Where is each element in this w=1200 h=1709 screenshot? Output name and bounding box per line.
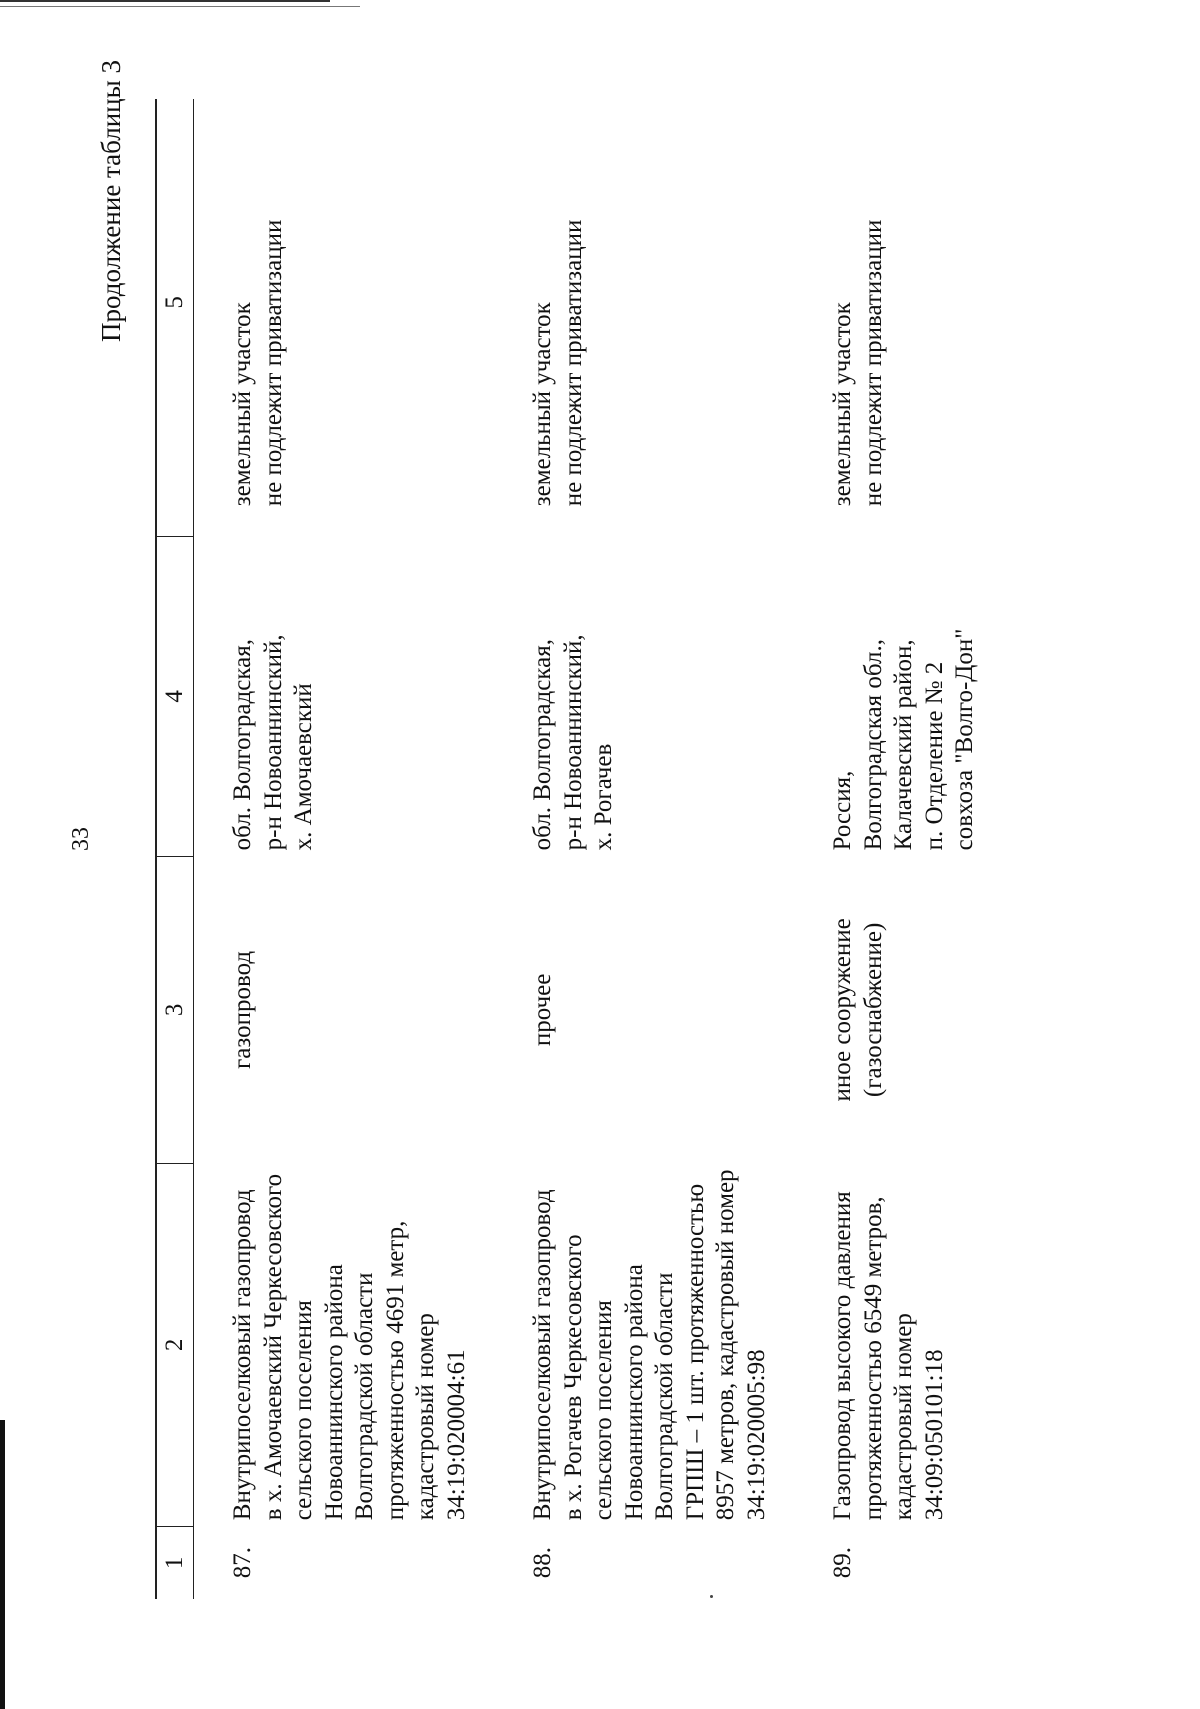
column-header-4: 4 — [156, 536, 194, 856]
table-header-row — [156, 99, 194, 1599]
object-name-cell-line: кадастровый номер — [412, 1313, 439, 1521]
object-name-cell-line: ГРПШ – 1 шт. протяженностью — [681, 1183, 709, 1521]
note-cell-line: не подлежит приватизации — [259, 219, 287, 507]
object-name-cell-line: протяженностью 6549 метров, — [859, 1196, 887, 1521]
note-cell-line: земельный участок — [529, 302, 556, 507]
object-name-cell-line: 34:19:020005:98 — [742, 1349, 770, 1521]
object-type-cell-line: прочее — [529, 973, 556, 1047]
object-name-cell-line: кадастровый номер — [890, 1313, 917, 1521]
note-cell-line: земельный участок — [229, 302, 256, 507]
address-cell-line: Калачевский район, — [890, 639, 917, 851]
address-cell-line: Россия, — [829, 770, 856, 851]
object-name-cell-line: Внутрипоселковый газопровод — [529, 1189, 556, 1521]
object-name-cell-line: протяженностью 4691 метр, — [381, 1220, 409, 1521]
row-number: 87. — [229, 1546, 256, 1579]
note-cell-line: земельный участок — [829, 302, 856, 507]
object-type-cell — [794, 856, 1003, 1163]
object-name-cell-line: в х. Амочаевский Черкесовского — [259, 1173, 287, 1521]
object-name-cell-line: Внутрипоселковый газопровод — [229, 1189, 256, 1521]
table-row — [194, 99, 495, 1599]
address-cell-line: обл. Волгоградская, — [229, 639, 256, 851]
object-name-cell-line: 8957 метров, кадастровый номер — [712, 1169, 739, 1521]
column-header-3: 3 — [156, 856, 194, 1163]
object-name-cell — [194, 1163, 495, 1526]
address-cell-line: х. Рогачев — [590, 743, 617, 851]
property-table — [155, 99, 1003, 1599]
object-name-cell-line: 34:19:020004:61 — [442, 1349, 470, 1521]
page-number: 33 — [68, 827, 94, 851]
object-name-cell-line: Газопровод высокого давления — [829, 1191, 856, 1521]
object-name-cell — [494, 1163, 794, 1526]
note-cell — [194, 99, 495, 536]
object-type-cell-line: (газоснабжение) — [859, 922, 887, 1098]
object-name-cell-line: Волгоградской области — [651, 1272, 678, 1521]
note-cell-line: не подлежит приватизации — [559, 219, 587, 507]
note-cell-line: не подлежит приватизации — [859, 219, 887, 507]
note-cell — [494, 99, 794, 536]
address-cell-line: р-н Новоаннинский, — [259, 634, 287, 851]
column-header-1: 1 — [156, 1526, 194, 1599]
address-cell-line: обл. Волгоградская, — [529, 639, 556, 851]
object-name-cell — [794, 1163, 1003, 1526]
note-cell — [794, 99, 1003, 536]
object-name-cell-line: Волгоградской области — [351, 1272, 378, 1521]
address-cell — [494, 536, 794, 856]
table-row — [794, 99, 1003, 1599]
object-name-cell-line: сельского поселения — [290, 1300, 317, 1521]
address-cell-line: р-н Новоаннинский, — [559, 634, 587, 851]
object-type-cell-line: газопровод — [229, 950, 256, 1069]
row-number: 89. — [829, 1546, 856, 1579]
address-cell — [194, 536, 495, 856]
object-name-cell-line: 34:09:050101:18 — [920, 1349, 948, 1521]
address-cell-line: совхоза "Волго-Дон" — [951, 628, 978, 851]
object-name-cell-line: Новоаннинского района — [620, 1264, 648, 1521]
address-cell-line: Волгоградская обл., — [859, 639, 887, 851]
row-number: 88. — [529, 1546, 556, 1579]
object-type-cell — [494, 856, 794, 1163]
object-type-cell-line: иное сооружение — [829, 918, 856, 1102]
table-row — [494, 99, 794, 1599]
address-cell-line: п. Отделение № 2 — [920, 661, 948, 851]
column-header-5: 5 — [156, 99, 194, 536]
table-caption: Продолжение таблицы 3 — [96, 60, 126, 342]
column-header-2: 2 — [156, 1163, 194, 1526]
object-name-cell-line: сельского поселения — [590, 1300, 617, 1521]
object-name-cell-line: Новоаннинского района — [320, 1264, 348, 1521]
object-name-cell-line: в х. Рогачев Черкесовского — [559, 1234, 587, 1521]
table-body — [194, 99, 1003, 1599]
address-cell — [794, 536, 1003, 856]
object-type-cell — [194, 856, 495, 1163]
address-cell-line: х. Амочаевский — [290, 683, 317, 851]
